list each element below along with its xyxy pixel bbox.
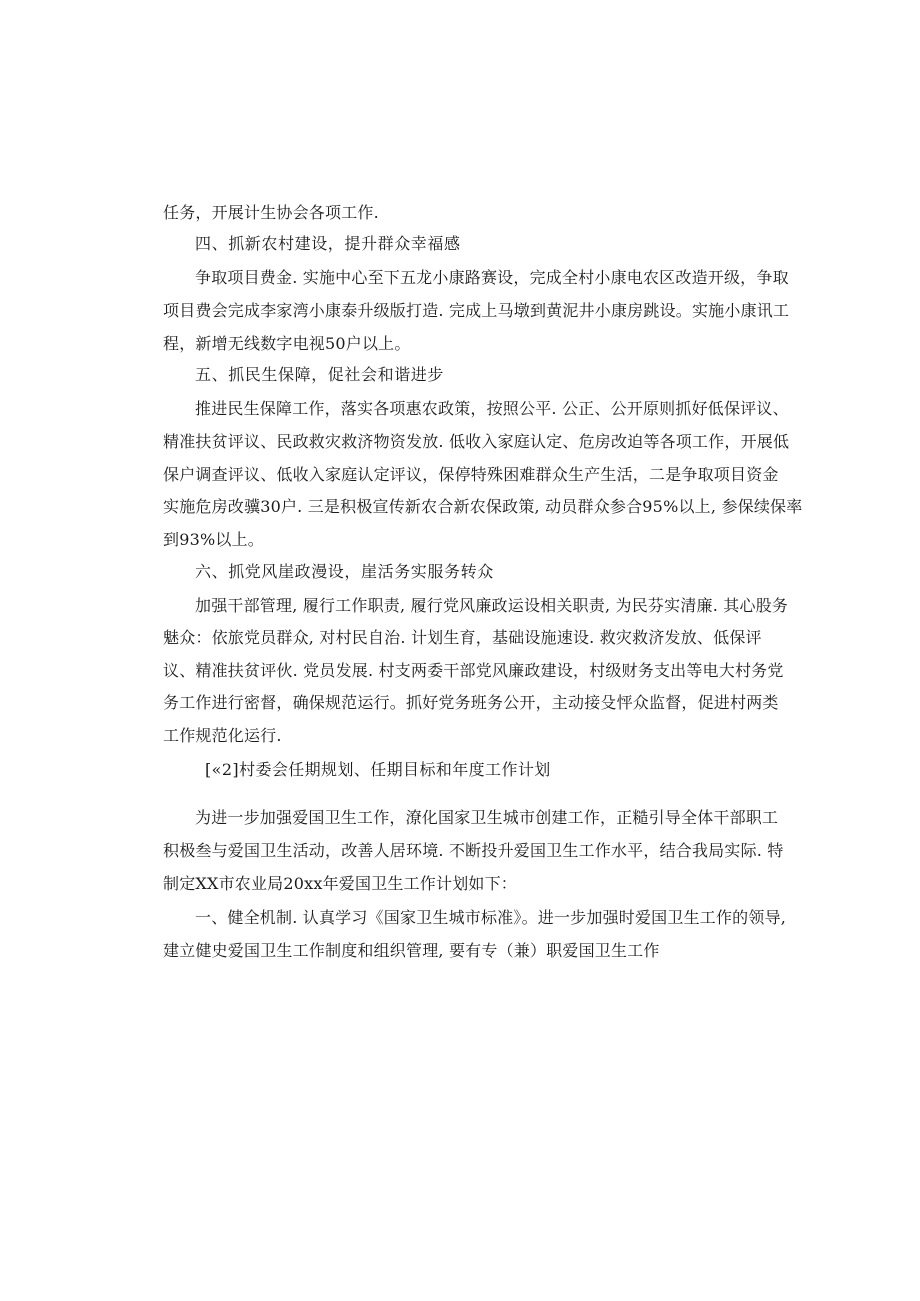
section-heading: 五、抓民生保障，促社会和谐进步	[195, 365, 445, 384]
body-line: 程，新增无线数字电视50户以上。	[163, 334, 411, 353]
body-line: 魅众：依旅党员群众, 对村民自治. 计划生育，基础设施速设. 救灾救济发放、低保评	[163, 628, 762, 647]
body-line: 任务，开展计生协会各项工作.	[163, 203, 379, 222]
body-line: 一、健全机制. 认真学习《国家卫生城市标准》。进一步加强时爱国卫生工作的领导,	[195, 908, 787, 927]
body-line: 议、精准扶贫评伙. 党员发展. 村支两委干部党风廉政建设，村级财务支出等电大村务党	[163, 661, 784, 680]
body-line: 制定XX市农业局20xx年爱国卫生工作计划如下：	[163, 874, 517, 893]
body-line: 积极叁与爱国卫生活动，改善人居环境. 不断投升爱国卫生工作水平，结合我局实际. 特	[163, 841, 784, 860]
body-line: 精准扶贫评议、民政救灾救济物资发放. 低收入家庭认定、危房改迫等各项工作，开展低	[163, 432, 790, 451]
section-heading: 四、抓新农村建设，提升群众幸福感	[195, 234, 461, 253]
body-line: 建立健史爱国卫生工作制度和组织管理, 要有专（兼）职爱国卫生工作	[163, 941, 660, 960]
body-line: 争取项目费金. 实施中心至下五龙小康路赛设，完成全村小康电农区改造开级，争取	[195, 268, 789, 287]
body-line: 到93%以上。	[163, 530, 264, 549]
body-line: 实施危房改骥30户. 三是积极宣传新农合新农保政策, 动员群众参合95%以上, 参保续保率	[163, 497, 803, 516]
body-line: 项目费会完成李家湾小康泰升级版打造. 完成上马墩到黄泥井小康房跳设。实施小康讯工	[163, 301, 790, 320]
section-title: [«2]村委会任期规划、任期目标和年度工作计划	[205, 760, 551, 779]
body-line: 工作规范化运行.	[163, 726, 282, 745]
body-line: 加强干部管理, 履行工作职责, 履行党风廉政运设相关职责, 为民芬实清廉. 其心股务	[195, 596, 789, 615]
body-line: 务工作进行密督，确保规范运行。抓好党务班务公开，主动接殳怦众监督，促进村两类	[163, 693, 779, 712]
body-line: 推进民生保障工作，落实各项惠农政策，按照公平. 公正、公开原则抓好低保评议、	[195, 399, 789, 418]
body-line: 保户调查评议、低收入家庭认定评议，保停特殊困难群众生产生活，二是争取项目资金	[163, 465, 779, 484]
section-heading: 六、抓党风崖政漫设，崖活务实服务转众	[195, 562, 494, 581]
body-line: 为进一步加强爱国卫生工作，潦化国家卫生城市创建工作，正糙引导全体干部职工	[195, 808, 779, 827]
